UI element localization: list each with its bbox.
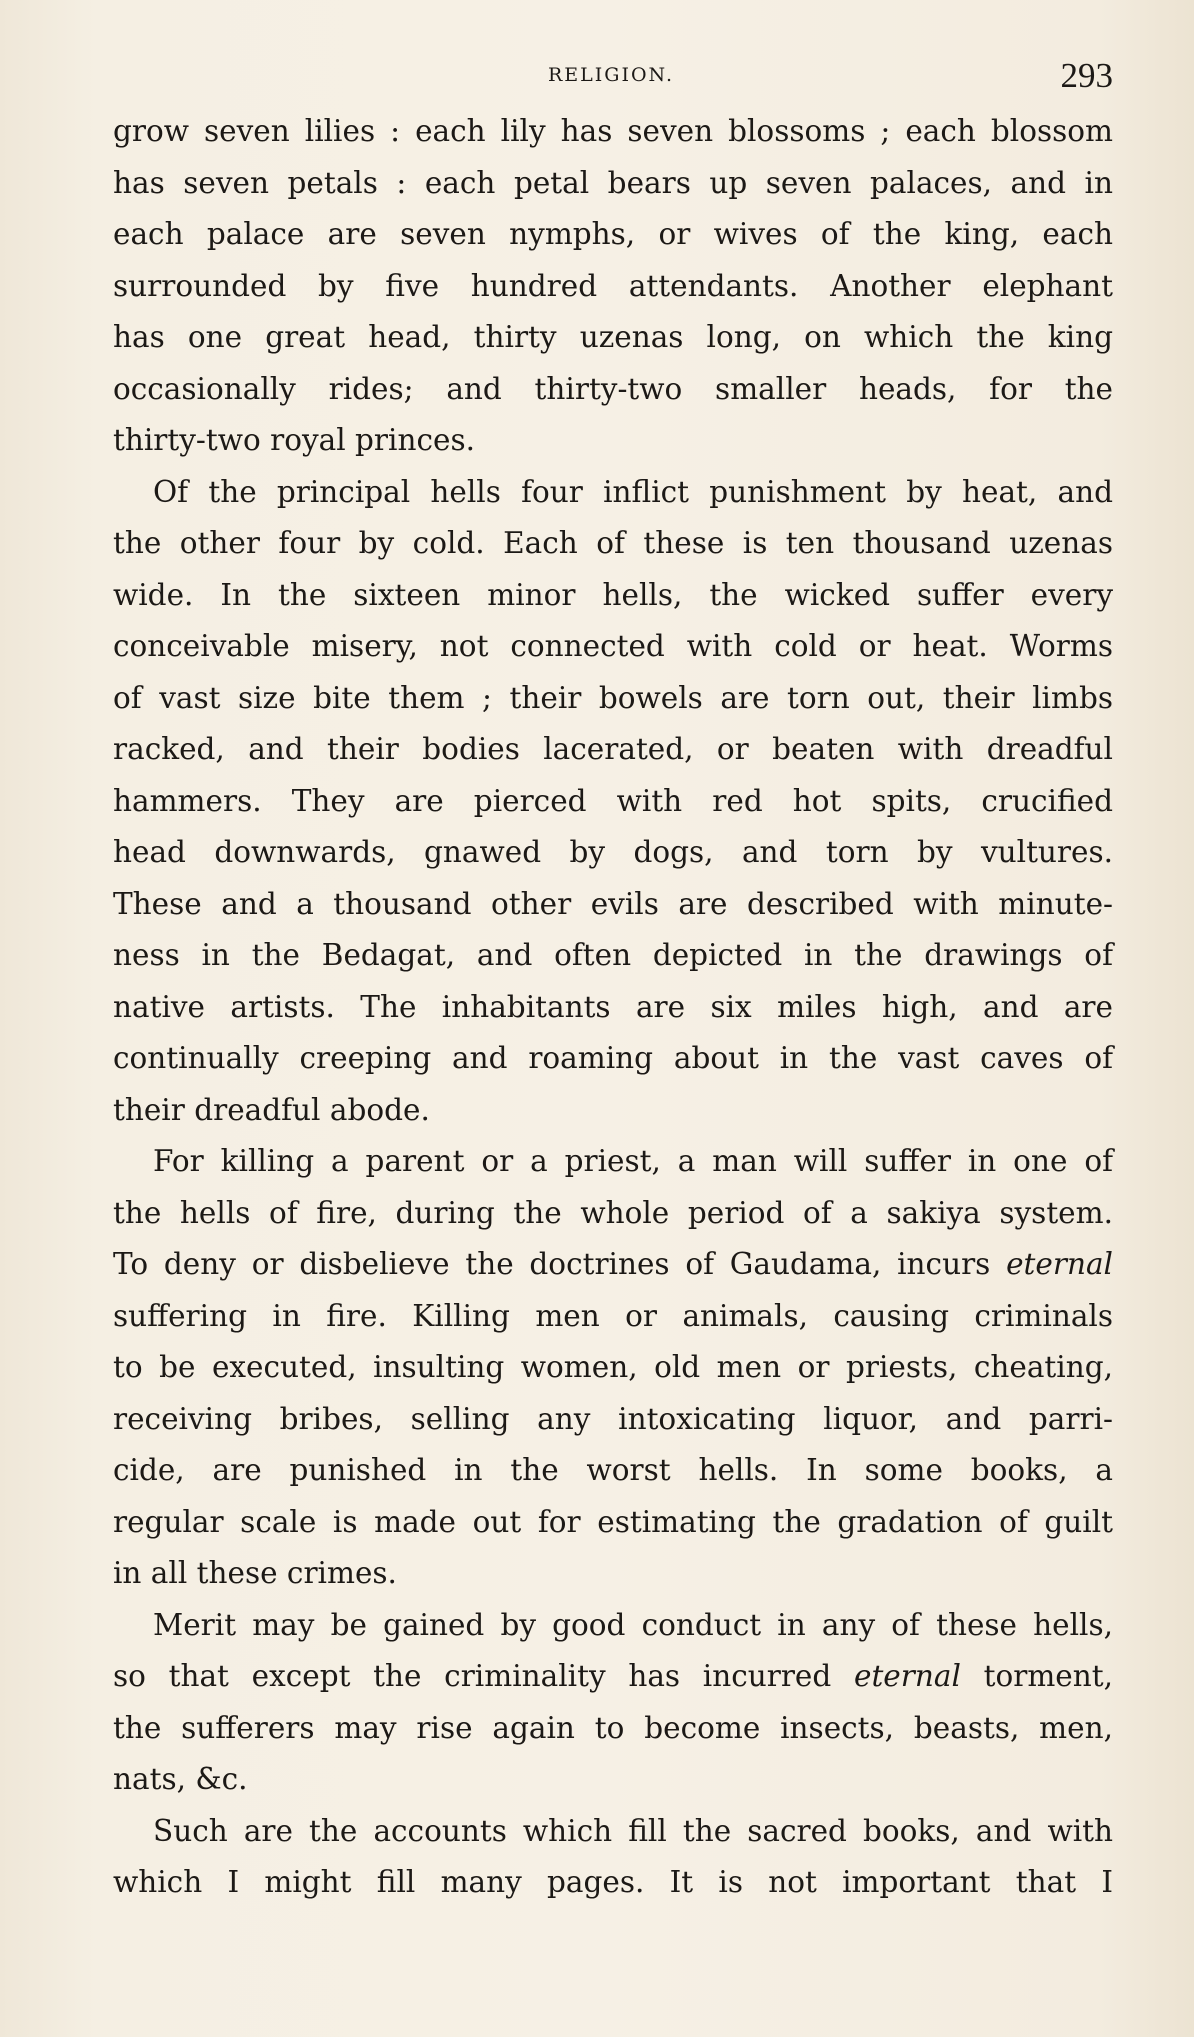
text-run: cide, are punished in the worst hells. In some books, a xyxy=(113,1453,1113,1487)
text-run: each palace are seven nymphs, or wives of the king, each xyxy=(113,217,1113,251)
text-line xyxy=(113,1754,1113,1806)
text-run: To deny or disbelieve the doctrines of Gaudama, incurs xyxy=(113,1247,1007,1281)
text-line xyxy=(113,1806,1113,1858)
text-line xyxy=(113,1497,1113,1549)
text-run: of vast size bite them ; their bowels are torn out, their limbs xyxy=(113,680,1113,715)
text-run: conceivable misery, not connected with cold or heat. Worms xyxy=(113,629,1113,663)
text-run: which I might fill many pages. It is not important that I xyxy=(113,1865,1113,1899)
text-run: occasionally rides; and thirty-two smaller heads, for the xyxy=(113,371,1113,406)
text-run: Such are the accounts which fill the sacred books, and with xyxy=(153,1813,1113,1848)
text-line xyxy=(113,1239,1113,1291)
text-run: receiving bribes, selling any intoxicating liquor, and parri- xyxy=(113,1401,1113,1436)
text-run: suffering in fire. Killing men or animals, causing criminals xyxy=(113,1298,1113,1333)
text-run: grow seven lilies : each lily has seven blossoms ; each blossom xyxy=(113,114,1113,148)
italic-text: eternal xyxy=(853,1659,961,1693)
text-line xyxy=(113,673,1113,725)
text-run: the other four by cold. Each of these is ten thousand uzenas xyxy=(113,526,1113,560)
text-run: has one great head, thirty uzenas long, on which the king xyxy=(113,320,1113,354)
text-line xyxy=(113,312,1113,364)
text-line xyxy=(113,1033,1113,1085)
page-number: 293 xyxy=(1060,56,1113,95)
text-line xyxy=(113,1703,1113,1755)
text-line xyxy=(113,364,1113,416)
text-run: For killing a parent or a priest, a man will suffer in one of xyxy=(153,1144,1113,1178)
text-run: regular scale is made out for estimating the gradation of guilt xyxy=(113,1504,1113,1539)
text-line xyxy=(113,1445,1113,1497)
text-run: racked, and their bodies lacerated, or beaten with dreadful xyxy=(113,732,1113,766)
text-line xyxy=(113,930,1113,982)
text-line xyxy=(113,1342,1113,1394)
text-run: so that except the criminality has incurred xyxy=(113,1659,854,1693)
text-run: ness in the Bedagat, and often depicted in the drawings of xyxy=(113,938,1113,972)
body-text xyxy=(113,106,1113,1909)
text-line xyxy=(113,621,1113,673)
text-run: head downwards, gnawed by dogs, and torn by vultures. xyxy=(113,835,1113,869)
text-line xyxy=(113,158,1113,210)
text-run: their dreadful abode. xyxy=(113,1092,430,1127)
page-header xyxy=(113,56,1113,102)
text-line xyxy=(113,1085,1113,1137)
text-run: thirty-two royal princes. xyxy=(113,423,475,457)
text-run: torment, xyxy=(960,1659,1113,1693)
text-line xyxy=(113,415,1113,467)
text-line xyxy=(113,209,1113,261)
text-run: to be executed, insulting women, old men or priests, cheating, xyxy=(113,1350,1113,1384)
text-line xyxy=(113,1136,1113,1188)
text-line xyxy=(113,724,1113,776)
text-run: hammers. They are pierced with red hot spits, crucified xyxy=(113,783,1113,818)
text-run: Of the principal hells four inflict punishment by heat, and xyxy=(153,474,1113,509)
text-line xyxy=(113,1394,1113,1446)
text-line xyxy=(113,1651,1113,1703)
text-run: wide. In the sixteen minor hells, the wicked suffer every xyxy=(113,577,1113,612)
text-run: native artists. The inhabitants are six miles high, and are xyxy=(113,989,1113,1024)
text-line xyxy=(113,106,1113,158)
text-line xyxy=(113,1188,1113,1240)
text-run: These and a thousand other evils are described with minute- xyxy=(113,886,1113,921)
text-line xyxy=(113,1548,1113,1600)
text-line xyxy=(113,827,1113,879)
text-run: the sufferers may rise again to become insects, beasts, men, xyxy=(113,1710,1113,1745)
text-line xyxy=(113,518,1113,570)
text-line xyxy=(113,1857,1113,1909)
text-line xyxy=(113,879,1113,931)
italic-text: eternal xyxy=(1006,1247,1113,1281)
running-head: RELIGION. xyxy=(548,64,675,86)
text-run: nats, &c. xyxy=(113,1762,248,1796)
text-run: in all these crimes. xyxy=(113,1556,397,1590)
text-line xyxy=(113,570,1113,622)
text-line xyxy=(113,261,1113,313)
text-run: has seven petals : each petal bears up seven palaces, and in xyxy=(113,165,1113,200)
text-run: surrounded by five hundred attendants. Another elephant xyxy=(113,268,1113,303)
text-line xyxy=(113,467,1113,519)
text-line xyxy=(113,1600,1113,1652)
text-run: Merit may be gained by good conduct in any of these hells, xyxy=(153,1607,1113,1642)
text-line xyxy=(113,1291,1113,1343)
text-run: continually creeping and roaming about in the vast caves of xyxy=(113,1041,1113,1075)
text-run: the hells of fire, during the whole period of a sakiya system. xyxy=(113,1195,1113,1230)
text-line xyxy=(113,982,1113,1034)
text-line xyxy=(113,776,1113,828)
